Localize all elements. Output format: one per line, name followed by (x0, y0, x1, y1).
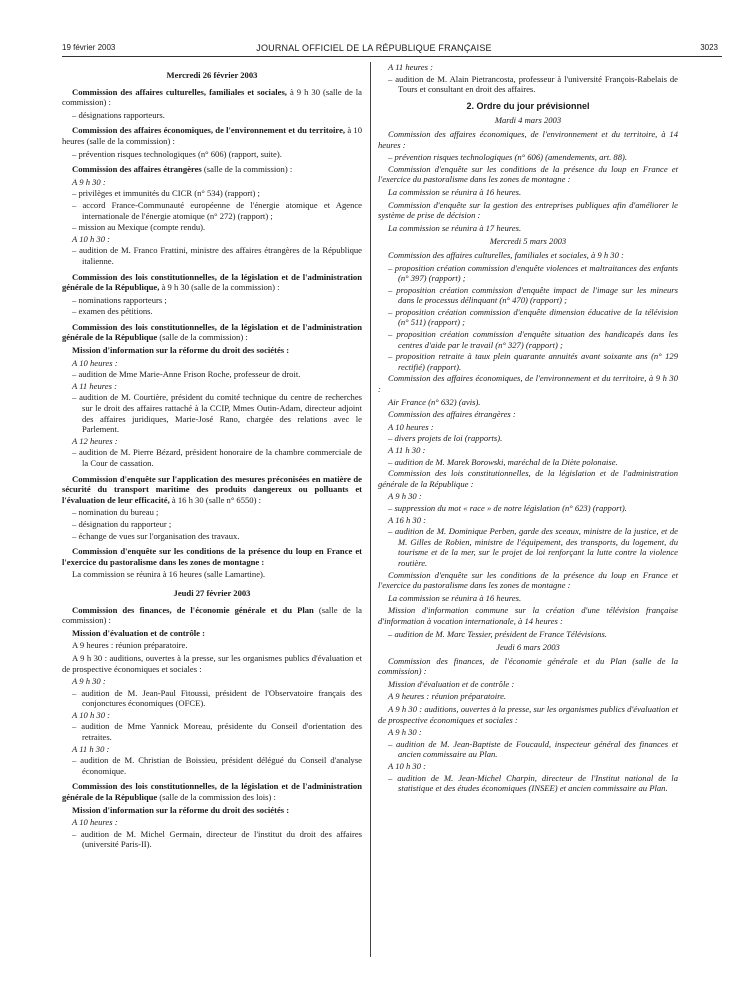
paragraph: Commission d'enquête sur les conditions de la présence du loup en France et l'exercice du pastoralisme dans les zones de montagne : (378, 163, 678, 185)
agenda-item: – audition de M. Jean-Paul Fitoussi, président de l'Observatoire français des conjonctures économiques (OFCE). (72, 687, 362, 709)
paragraph: La commission se réunira à 16 heures. (388, 186, 522, 197)
header-title: JOURNAL OFFICIEL DE LA RÉPUBLIQUE FRANÇAISE (256, 43, 492, 53)
time-place: (salle de la commission) : (62, 604, 362, 626)
paragraph: Commission d'enquête sur la gestion des entreprises publiques afin d'améliorer le système de prise de décision : (378, 199, 678, 221)
agenda-item: – proposition création commission d'enquête violences et maltraitances des enfants (n° 397) (rapport) ; (388, 262, 678, 284)
time-heading: A 10 h 30 : (72, 233, 111, 244)
paragraph (62, 322, 362, 343)
agenda-item: – proposition création commission d'enquête impact de l'image sur les mineurs dans le processus délinquant (n° 470) (rapport) ; (388, 284, 678, 306)
committee-name: Commission des finances, de l'économie générale et du Plan (72, 604, 314, 615)
time-heading: A 9 h 30 : (388, 491, 422, 502)
time-heading: A 11 h 30 : (388, 445, 426, 455)
paragraph: La commission se réunira à 16 heures. (388, 592, 522, 603)
paragraph (62, 605, 362, 626)
day-heading: Mardi 4 mars 2003 (494, 115, 562, 126)
agenda-item: – mission au Mexique (compte rendu). (72, 222, 206, 233)
time-heading: A 9 h 30 : (72, 176, 106, 187)
paragraph: A 9 h 30 : auditions, ouvertes à la presse, sur les organismes publics d'évaluation et de prospective économiques et sociales : (62, 652, 362, 674)
agenda-item: – audition de M. Pierre Bézard, président honoraire de la chambre commerciale de la Cour de cassation. (72, 447, 362, 468)
time-heading: A 10 heures : (72, 817, 118, 828)
committee-name: Commission des affaires économiques, de l'environnement et du territoire, (72, 125, 346, 136)
agenda-item: – divers projets de loi (rapports). (388, 433, 503, 444)
time-place: à 9 h 30 (salle de la commission) : (62, 86, 362, 108)
paragraph: A 9 heures : réunion préparatoire. (388, 691, 507, 702)
mission-heading: Mission d'évaluation et de contrôle : (388, 678, 515, 689)
agenda-item: – audition de M. Dominique Perben, garde des sceaux, ministre de la justice, et de M. Gilles de Robien, ministre de l'équipement, des transports, du logement, du tourisme et de la mer, sur le projet de loi renforçant la lutte contre la violence routière. (388, 526, 678, 568)
agenda-item: – audition de M. Marek Borowski, maréchal de la Diète polonaise. (388, 456, 618, 467)
agenda-item: – échange de vues sur l'organisation des travaux. (72, 530, 240, 541)
committee-name: Commission d'enquête sur les conditions de la présence du loup en France et l'exercice du pastoralisme dans les zones de montagne : (62, 546, 362, 567)
day-heading: Jeudi 27 février 2003 (173, 587, 251, 598)
time-heading: A 10 heures : (388, 421, 434, 432)
paragraph (62, 781, 362, 802)
agenda-item: – proposition retraite à taux plein quarante annuités avant soixante ans (n° 129 rectifié) (rapport). (388, 351, 678, 372)
left-column (62, 62, 362, 851)
header-date: 19 février 2003 (62, 43, 116, 52)
time-heading: A 11 heures : (388, 62, 433, 72)
agenda-item: – audition de M. Jean-Baptiste de Foucauld, inspecteur général des finances et ancien commissaire au Plan. (388, 738, 678, 760)
paragraph: Commission des finances, de l'économie générale et du Plan (salle de la commission) : (378, 655, 678, 677)
right-column (378, 62, 678, 795)
paragraph: Commission des affaires étrangères : (388, 409, 516, 420)
paragraph (62, 87, 362, 108)
paragraph (62, 272, 362, 293)
paragraph: Air France (n° 632) (avis). (388, 396, 481, 407)
agenda-item: – audition de Mme Marie-Anne Frison Roche, professeur de droit. (72, 369, 301, 380)
paragraph: A 9 h 30 : auditions, ouvertes à la presse, sur les organismes publics d'évaluation et de prospective économiques et sociales : (378, 704, 678, 725)
agenda-item: – prévention risques technologiques (n° 606) (amendements, art. 88). (388, 152, 628, 163)
paragraph: Commission des lois constitutionnelles, de la législation et de l'administration générale de la République : (378, 468, 678, 489)
committee-name: Commission des lois constitutionnelles, de la législation et de l'administration générale de la République, (62, 271, 362, 293)
agenda-item: – audition de M. Franco Frattini, ministre des affaires étrangères de la République italienne. (72, 245, 362, 266)
time-heading: A 11 h 30 : (72, 743, 110, 754)
committee-name: Commission des lois constitutionnelles, de la législation et de l'administration générale de la République (62, 781, 362, 803)
time-heading: A 10 h 30 : (72, 709, 111, 720)
paragraph: Commission des affaires culturelles, familiales et sociales, à 9 h 30 : (388, 249, 624, 260)
time-heading: A 9 h 30 : (72, 676, 106, 687)
agenda-item: – audition de M. Courtière, président du comité technique du centre de recherches sur le droit des affaires rattaché à la CCIP, Mmes Outin-Adam, directeur adjoint des affaires juridiques, Marie-José Rano, chargée des relations avec le Parlement. (72, 392, 362, 435)
time-place: (salle de la commission des lois) : (159, 792, 276, 803)
column-divider (370, 62, 371, 957)
agenda-item: – désignation du rapporteur ; (72, 518, 172, 529)
mission-heading: Mission d'information sur la réforme du droit des sociétés : (72, 345, 290, 356)
agenda-item: – accord France-Communauté européenne de l'énergie atomique et Agence internationale de l'énergie atomique (n° 272) (rapport) ; (72, 199, 362, 221)
agenda-item: – nominations rapporteurs ; (72, 294, 167, 305)
time-heading: A 11 heures : (72, 380, 117, 391)
time-place: à 10 heures (salle de la commission) : (62, 125, 362, 146)
agenda-item: – audition de M. Marc Tessier, président de France Télévisions. (388, 628, 607, 639)
time-place: à 16 h 30 (salle n° 6550) : (171, 494, 261, 505)
agenda-item: – suppression du mot « race » de notre législation (n° 623) (rapport). (388, 502, 627, 513)
agenda-item: – nomination du bureau ; (72, 507, 159, 518)
paragraph: Mission d'information commune sur la création d'une télévision française d'information à vocation internationale, à 14 heures : (378, 605, 678, 626)
paragraph: A 9 heures : réunion préparatoire. (72, 640, 188, 651)
paragraph (62, 474, 362, 506)
committee-name: Commission des affaires culturelles, familiales et sociales, (72, 86, 287, 97)
agenda-item: – examen des pétitions. (72, 306, 153, 317)
agenda-item: – désignations rapporteurs. (72, 109, 165, 120)
paragraph: Commission d'enquête sur les conditions de la présence du loup en France et l'exercice du pastoralisme dans les zones de montagne : (378, 569, 678, 591)
time-heading: A 10 h 30 : (388, 761, 427, 772)
mission-heading: Mission d'information sur la réforme du droit des sociétés : (72, 804, 290, 815)
paragraph: Commission des affaires économiques, de l'environnement et du territoire, à 14 heures : (378, 128, 678, 150)
day-heading: Jeudi 6 mars 2003 (496, 642, 560, 653)
paragraph (62, 125, 362, 146)
time-heading: A 9 h 30 : (388, 727, 422, 738)
paragraph: La commission se réunira à 16 heures (salle Lamartine). (72, 569, 266, 580)
agenda-item: – proposition création commission d'enquête dimension éducative de la télévision (n° 511) (rapport) ; (388, 306, 678, 328)
mission-heading: Mission d'évaluation et de contrôle : (72, 627, 205, 638)
agenda-item: – audition de M. Christian de Boissieu, président délégué du Conseil d'analyse économique. (72, 755, 362, 776)
section-heading: 2. Ordre du jour prévisionnel (466, 100, 590, 111)
agenda-item: – audition de M. Alain Pietrancosta, professeur à l'université François-Rabelais de Tours et consultant en droit des affaires. (388, 73, 678, 95)
time-place: (salle de la commission) : (203, 164, 293, 175)
agenda-item: – audition de M. Jean-Michel Charpin, directeur de l'Institut national de la statistique et des études économiques (INSEE) et ancien commissaire au Plan. (388, 772, 678, 794)
paragraph (62, 546, 362, 567)
agenda-item: – proposition création commission d'enquête situation des handicapés dans les centres d'aide par le travail (n° 327) (rapport) ; (388, 329, 678, 350)
agenda-item: – prévention risques technologiques (n° 606) (rapport, suite). (72, 148, 282, 159)
agenda-item: – audition de Mme Yannick Moreau, présidente du Conseil d'orientation des retraites. (72, 721, 362, 743)
committee-name: Commission des lois constitutionnelles, de la législation et de l'administration générale de la République (62, 321, 362, 343)
time-heading: A 12 heures : (72, 435, 118, 446)
committee-name: Commission des affaires étrangères (72, 164, 202, 175)
page-header (0, 43, 748, 55)
time-place: à 9 h 30 (salle de la commission) : (161, 282, 280, 293)
committee-name: Commission d'enquête sur l'application des mesures préconisées en matière de sécurité du transport maritime des produits dangereux ou polluants et l'évaluation de leur efficacité, (62, 473, 362, 505)
time-place: (salle de la commission) : (159, 332, 248, 343)
header-rule (62, 56, 722, 57)
page-number: 3023 (700, 43, 718, 52)
agenda-item: – audition de M. Michel Germain, directeur de l'institut du droit des affaires (université Paris-II). (72, 828, 362, 850)
time-heading: A 16 h 30 : (388, 514, 427, 525)
paragraph: La commission se réunira à 17 heures. (388, 222, 522, 233)
time-heading: A 10 heures : (72, 357, 118, 368)
agenda-item: – privilèges et immunités du CICR (n° 534) (rapport) ; (72, 188, 260, 199)
day-heading: Mercredi 5 mars 2003 (489, 236, 567, 247)
day-heading: Mercredi 26 février 2003 (166, 70, 258, 80)
paragraph: Commission des affaires économiques, de l'environnement et du territoire, à 9 h 30 : (378, 373, 678, 395)
paragraph (62, 164, 362, 175)
